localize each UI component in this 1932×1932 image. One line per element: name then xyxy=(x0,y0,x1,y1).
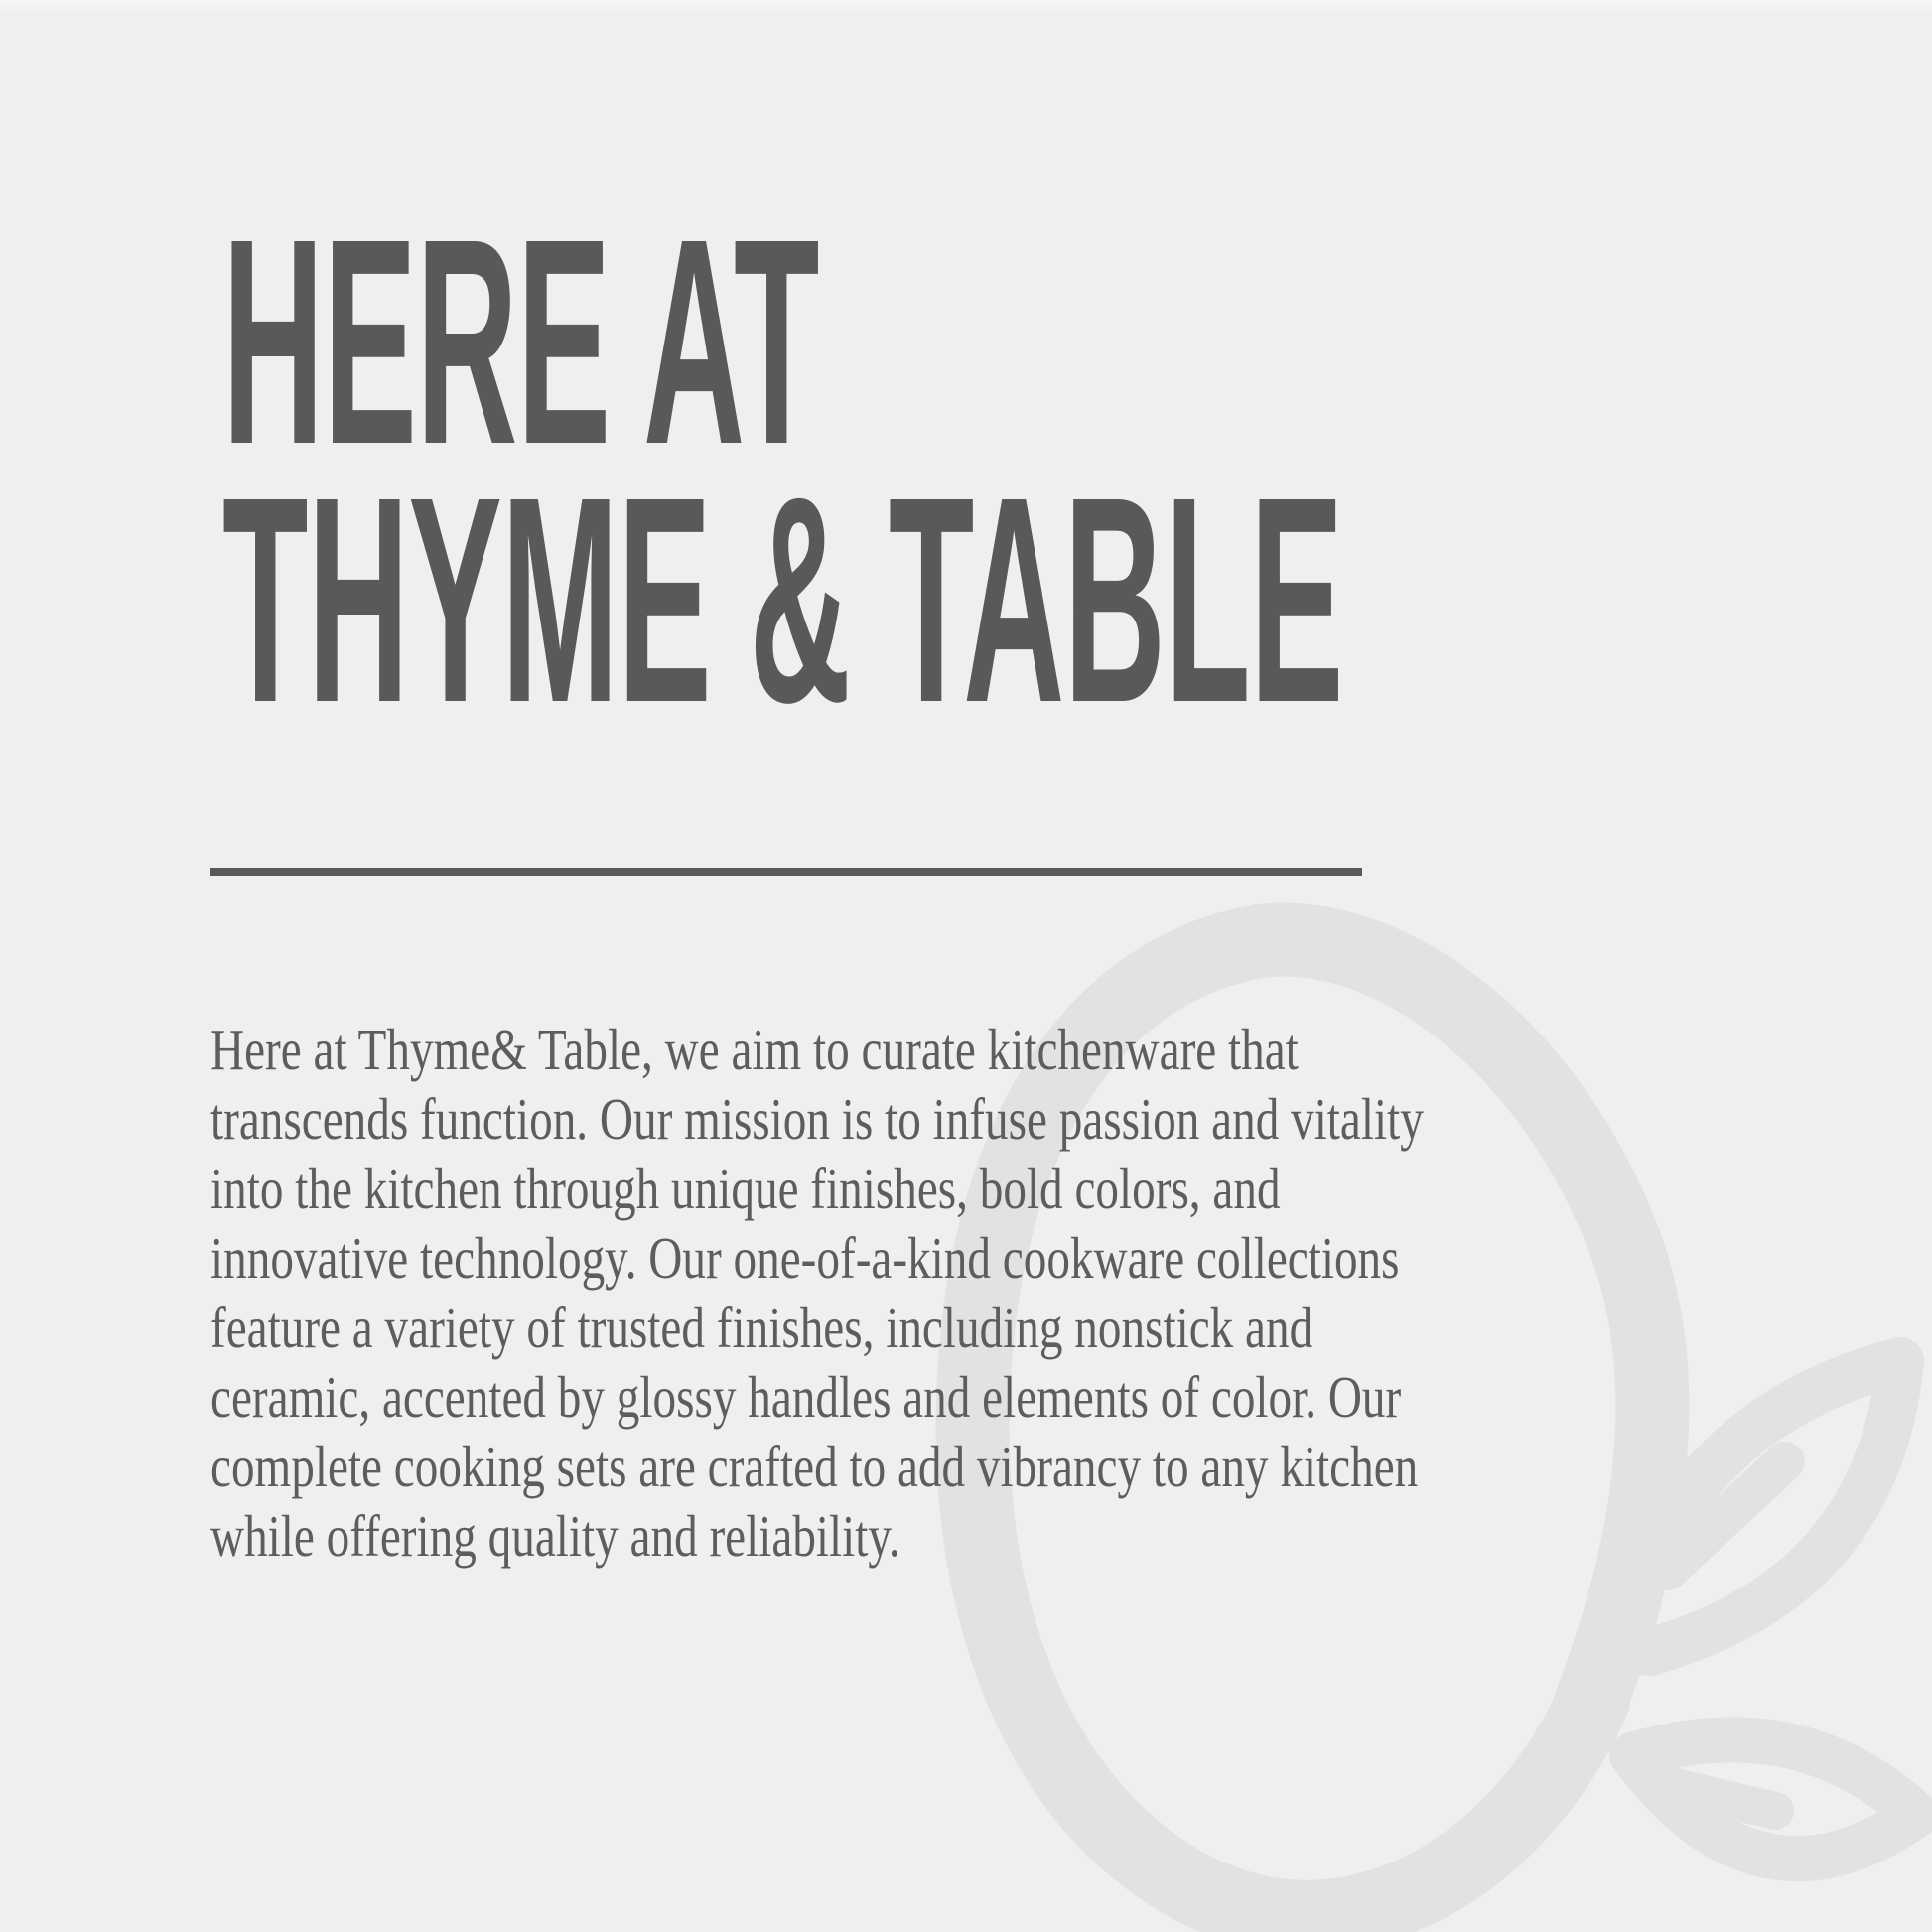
paragraph-line: Here at Thyme& Table, we aim to curate kitchenware that xyxy=(210,1017,1299,1082)
page-title xyxy=(222,178,1343,763)
paragraph-line: transcends function. Our mission is to infuse passion and vitality xyxy=(210,1086,1424,1152)
page-title-line-2: THYME & TABLE xyxy=(222,436,1343,763)
page-title-line-1: HERE AT xyxy=(222,178,819,505)
paragraph-line: complete cooking sets are crafted to add vibrancy to any kitchen xyxy=(210,1434,1419,1499)
brand-story-paragraph xyxy=(210,1015,1424,1571)
paragraph-line: while offering quality and reliability. xyxy=(210,1503,900,1569)
divider-rule xyxy=(210,868,1362,876)
paragraph-line: innovative technology. Our one-of-a-kind cookware collections xyxy=(210,1225,1400,1291)
paragraph-line: feature a variety of trusted finishes, including nonstick and xyxy=(210,1295,1313,1360)
paragraph-line: ceramic, accented by glossy handles and elements of color. Our xyxy=(210,1364,1402,1430)
paragraph-line: into the kitchen through unique finishes, bold colors, and xyxy=(210,1156,1281,1221)
